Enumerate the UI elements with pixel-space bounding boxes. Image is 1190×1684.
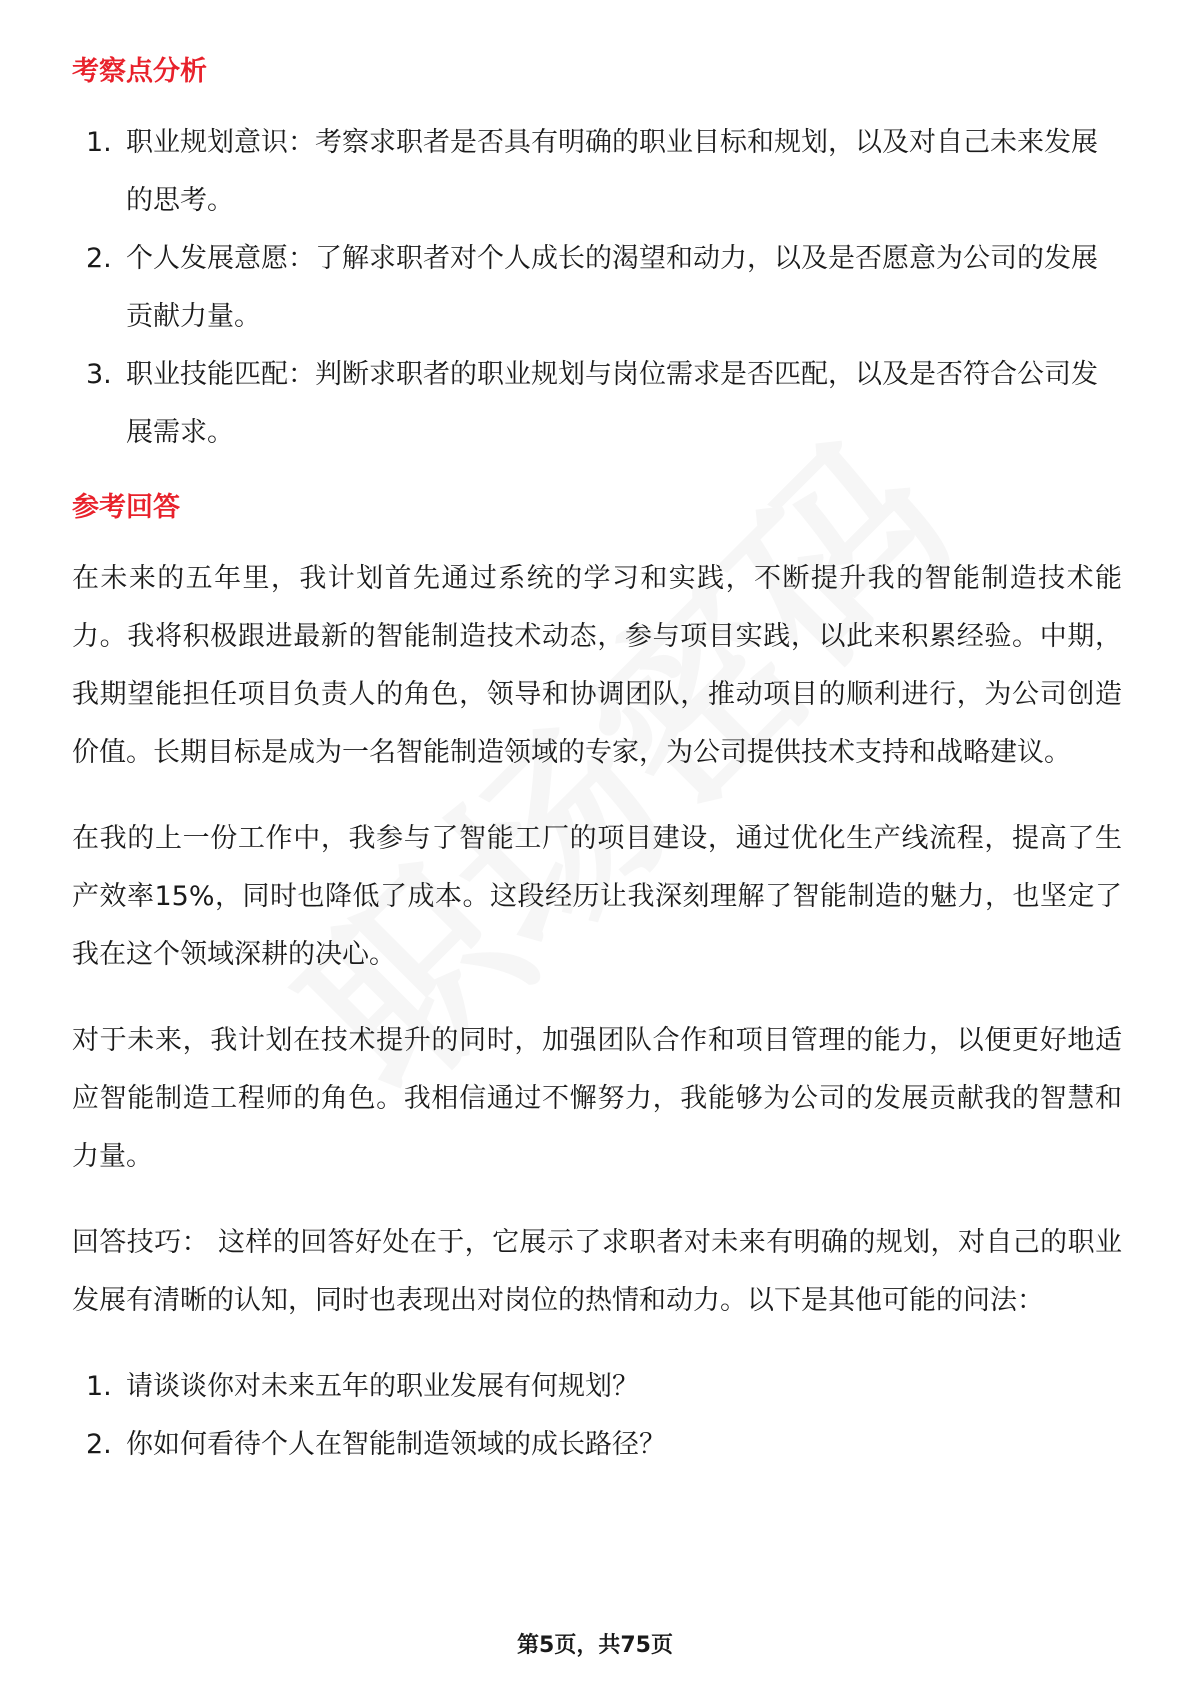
- section-heading-analysis: 考察点分析: [72, 56, 207, 87]
- list-item: [72, 230, 1122, 346]
- list-item: [72, 1358, 1122, 1416]
- list-item-number: 2.: [86, 243, 112, 274]
- list-item: [72, 1416, 1122, 1474]
- analysis-list: [72, 114, 1122, 462]
- section-heading-reference-answer: 参考回答: [72, 492, 180, 523]
- list-item-number: 1.: [86, 1371, 112, 1402]
- answer-tips-paragraph: 回答技巧： 这样的回答好处在于，它展示了求职者对未来有明确的规划，对自己的职业发展有清晰的认知，同时也表现出对岗位的热情和动力。以下是其他可能的问法：: [72, 1227, 1122, 1316]
- alternate-questions-list: [72, 1358, 1122, 1474]
- list-item-number: 3.: [86, 359, 112, 390]
- list-item-number: 1.: [86, 127, 112, 158]
- list-item-text: 你如何看待个人在智能制造领域的成长路径？: [126, 1429, 666, 1460]
- list-item-number: 2.: [86, 1429, 112, 1460]
- list-item: [72, 114, 1122, 230]
- list-item-text: 请谈谈你对未来五年的职业发展有何规划？: [126, 1371, 639, 1402]
- list-item-text: 职业规划意识：考察求职者是否具有明确的职业目标和规划，以及对自己未来发展的思考。: [126, 127, 1098, 216]
- answer-paragraph: 在我的上一份工作中，我参与了智能工厂的项目建设，通过优化生产线流程，提高了生产效率15%，同时也降低了成本。这段经历让我深刻理解了智能制造的魅力，也坚定了我在这个领域深耕的决心。: [72, 823, 1122, 970]
- page-footer: 第5页，共75页: [517, 1633, 673, 1658]
- answer-paragraph: 对于未来，我计划在技术提升的同时，加强团队合作和项目管理的能力，以便更好地适应智能制造工程师的角色。我相信通过不懈努力，我能够为公司的发展贡献我的智慧和力量。: [72, 1025, 1122, 1172]
- document-page: [72, 48, 1122, 1474]
- list-item-text: 职业技能匹配：判断求职者的职业规划与岗位需求是否匹配，以及是否符合公司发展需求。: [126, 359, 1098, 448]
- list-item-text: 个人发展意愿：了解求职者对个人成长的渴望和动力，以及是否愿意为公司的发展贡献力量。: [126, 243, 1098, 332]
- answer-paragraph: 在未来的五年里，我计划首先通过系统的学习和实践，不断提升我的智能制造技术能力。我将积极跟进最新的智能制造技术动态，参与项目实践，以此来积累经验。中期，我期望能担任项目负责人的角色，领导和协调团队，推动项目的顺利进行，为公司创造价值。长期目标是成为一名智能制造领域的专家，为公司提供技术支持和战略建议。: [72, 563, 1122, 768]
- list-item: [72, 346, 1122, 462]
